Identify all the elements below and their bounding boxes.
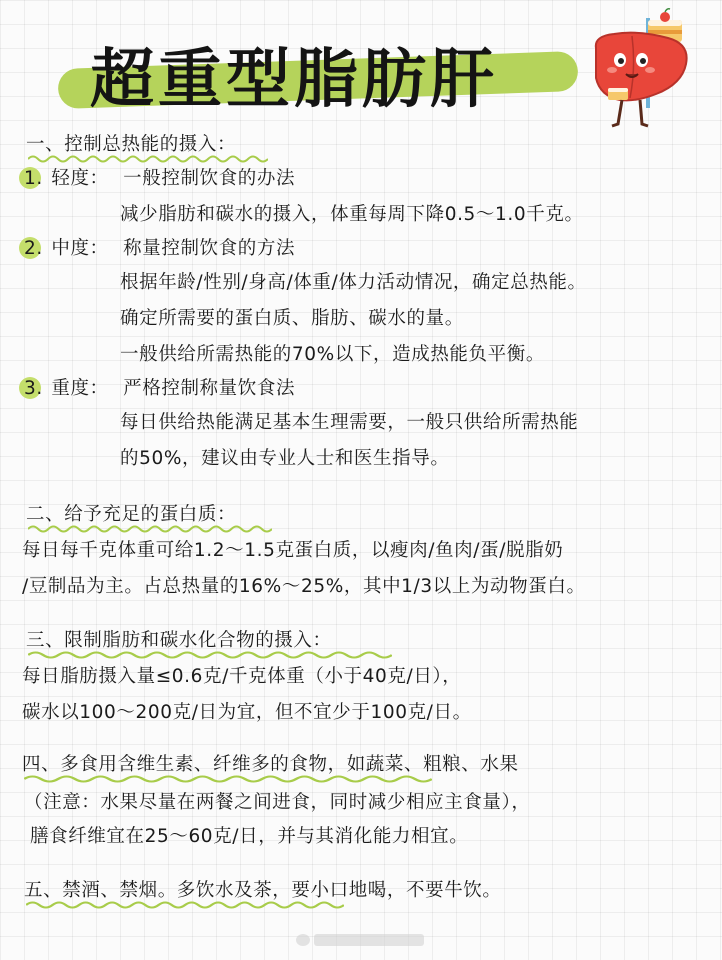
moderate-method: 称量控制饮食的方法: [123, 238, 296, 259]
watermark: [296, 930, 434, 950]
section3-line-1: 每日脂肪摄入量≤0.6克/千克体重（小于40克/日），: [22, 666, 462, 687]
mild-method: 一般控制饮食的办法: [123, 168, 296, 189]
severe-number-badge: [22, 376, 45, 402]
page-title: 超重型脂肪肝: [90, 43, 498, 117]
mild-label: 轻度：: [51, 168, 109, 189]
mild-line-1: 减少脂肪和碳水的摄入，体重每周下降0.5～1.0千克。: [120, 204, 584, 225]
severe-row: [22, 376, 295, 402]
moderate-label: 中度：: [51, 238, 109, 259]
severe-label: 重度：: [51, 378, 109, 399]
moderate-line-3: 一般供给所需热能的70%以下，造成热能负平衡。: [120, 344, 545, 365]
mild-number-badge: [22, 166, 45, 192]
watermark-logo-icon: [296, 934, 310, 946]
section1-heading: 一、控制总热能的摄入：: [26, 134, 237, 155]
section4-line-1: （注意：水果尽量在两餐之间进食，同时减少相应主食量），: [24, 792, 531, 813]
mild-number: 1.: [24, 168, 43, 189]
watermark-text-blur: [314, 934, 424, 946]
moderate-row: [22, 236, 295, 262]
section5-underline: [26, 900, 344, 910]
section2-underline: [28, 524, 272, 534]
moderate-number: 2.: [24, 238, 43, 259]
section2-line-2: /豆制品为主。占总热量的16%～25%，其中1/3以上为动物蛋白。: [22, 576, 586, 597]
section3-underline: [28, 650, 392, 660]
section4-line-2: 膳食纤维宜在25～60克/日，并与其消化能力相宜。: [30, 826, 469, 847]
severe-line-1: 每日供给热能满足基本生理需要，一般只供给所需热能: [120, 412, 579, 433]
severe-line-2: 的50%，建议由专业人士和医生指导。: [120, 448, 450, 469]
section2-line-1: 每日每千克体重可给1.2～1.5克蛋白质，以瘦肉/鱼肉/蛋/脱脂奶: [22, 540, 564, 561]
mild-row: [22, 166, 295, 192]
section4-underline: [24, 774, 432, 784]
liver-mascot-icon: [586, 8, 706, 136]
severe-number: 3.: [24, 378, 43, 399]
moderate-number-badge: [22, 236, 45, 262]
severe-method: 严格控制称量饮食法: [123, 378, 296, 399]
section5-heading: 五、禁酒、禁烟。多饮水及茶，要小口地喝，不要牛饮。: [24, 880, 502, 901]
section3-heading: 三、限制脂肪和碳水化合物的摄入：: [26, 630, 332, 651]
section2-heading: 二、给予充足的蛋白质：: [26, 504, 237, 525]
moderate-line-2: 确定所需要的蛋白质、脂肪、碳水的量。: [120, 308, 464, 329]
moderate-line-1: 根据年龄/性别/身高/体重/体力活动情况，确定总热能。: [120, 272, 587, 293]
section4-heading: 四、多食用含维生素、纤维多的食物，如蔬菜、粗粮、水果: [22, 754, 519, 775]
section1-underline: [28, 154, 268, 164]
section3-line-2: 碳水以100～200克/日为宜，但不宜少于100克/日。: [22, 702, 472, 723]
